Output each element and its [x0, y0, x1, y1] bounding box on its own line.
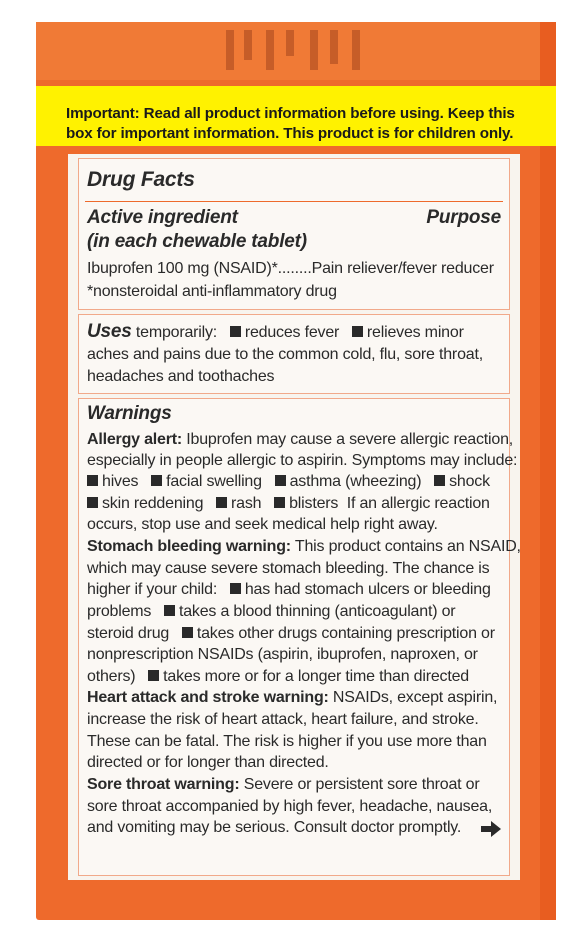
bullet-icon	[352, 326, 363, 337]
bullet-icon	[274, 497, 285, 508]
throat-line-2: sore throat accompanied by high fever, headache, nausea,	[87, 798, 493, 815]
allergy-tail: If an allergic reaction	[346, 495, 490, 512]
symptom-rash: rash	[231, 495, 262, 512]
stomach-line-2: which may cause severe stomach bleeding. The chance is	[87, 560, 490, 577]
bullet-icon	[230, 326, 241, 337]
symptom-shock: shock	[449, 473, 490, 490]
tablet-note: (in each chewable tablet)	[87, 231, 307, 252]
uses-section	[78, 314, 510, 394]
bullet-icon	[148, 670, 159, 681]
stomach-line-1: This product contains an NSAID,	[294, 538, 521, 555]
drug-facts-title: Drug Facts	[87, 168, 195, 191]
bullet-icon	[87, 497, 98, 508]
throat-line-3: and vomiting may be serious. Consult doctor promptly.	[87, 819, 462, 836]
symptom-skin-reddening: skin reddening	[102, 495, 204, 512]
stomach-line-5a: steroid drug	[87, 625, 170, 642]
heart-line-2: increase the risk of heart attack, heart failure, and stroke.	[87, 711, 479, 728]
active-ingredient-section	[78, 158, 510, 310]
symptom-blisters: blisters	[289, 495, 339, 512]
allergy-label: Allergy alert:	[87, 431, 183, 448]
stomach-line-7a: others)	[87, 668, 136, 685]
heart-line-1: NSAIDs, except aspirin,	[332, 689, 498, 706]
bullet-icon	[182, 627, 193, 638]
stomach-line-4b: takes a blood thinning (anticoagulant) or	[178, 603, 456, 620]
banner-line-2: box for important information. This product is for children only.	[66, 125, 514, 142]
bullet-icon	[164, 605, 175, 616]
stomach-line-3b: has had stomach ulcers or bleeding	[244, 581, 491, 598]
uses-item-fever: reduces fever	[244, 324, 340, 341]
bullet-icon	[230, 583, 241, 594]
warnings-section	[78, 398, 521, 876]
throat-line-1: Severe or persistent sore throat or	[243, 776, 480, 793]
uses-line-3: headaches and toothaches	[87, 368, 275, 385]
heart-line-3: These can be fatal. The risk is higher if you use more than	[87, 733, 487, 750]
bullet-icon	[275, 475, 286, 486]
allergy-line-5: occurs, stop use and seek medical help right away.	[87, 516, 438, 533]
important-banner	[36, 86, 556, 146]
symptom-hives: hives	[102, 473, 139, 490]
bullet-icon	[216, 497, 227, 508]
allergy-line-2: especially in people allergic to aspirin. Symptoms may include:	[87, 452, 518, 469]
stomach-line-5b: takes other drugs containing prescription or	[196, 625, 495, 642]
stomach-line-3a: higher if your child:	[87, 581, 218, 598]
stomach-line-6: nonprescription NSAIDs (aspirin, ibuprofen, naproxen, or	[87, 646, 478, 663]
symptom-asthma: asthma (wheezing)	[289, 473, 422, 490]
stomach-line-7b: takes more or for a longer time than directed	[163, 668, 469, 685]
banner-line-1: Important: Read all product information before using. Keep this	[66, 105, 515, 122]
heart-line-4: directed or for longer than directed.	[87, 754, 329, 771]
purpose-heading: Purpose	[426, 207, 501, 228]
ingredient-footnote: *nonsteroidal anti-inflammatory drug	[87, 283, 337, 300]
throat-label: Sore throat warning:	[87, 776, 240, 793]
stomach-line-4a: problems	[87, 603, 152, 620]
box-side-edge	[540, 22, 556, 920]
allergy-line-1: Ibuprofen may cause a severe allergic reaction,	[186, 431, 514, 448]
ingredient-line: Ibuprofen 100 mg (NSAID)*........Pain reliever/fever reducer	[87, 260, 494, 277]
uses-heading: Uses	[87, 321, 132, 342]
uses-item-aches: relieves minor	[366, 324, 464, 341]
bullet-icon	[151, 475, 162, 486]
right-arrow-icon	[481, 821, 501, 837]
bullet-icon	[434, 475, 445, 486]
symptom-facial-swelling: facial swelling	[166, 473, 262, 490]
divider	[85, 201, 503, 202]
uses-line-2: aches and pains due to the common cold, flu, sore throat,	[87, 346, 483, 363]
drug-facts-panel	[66, 152, 522, 882]
warnings-heading: Warnings	[87, 403, 172, 424]
active-ingredient-heading: Active ingredient	[87, 207, 238, 228]
uses-intro: temporarily:	[135, 324, 218, 341]
heart-label: Heart attack and stroke warning:	[87, 689, 329, 706]
lot-code-print	[226, 24, 366, 76]
bullet-icon	[87, 475, 98, 486]
box-top-flap	[36, 22, 556, 80]
stomach-label: Stomach bleeding warning:	[87, 538, 291, 555]
